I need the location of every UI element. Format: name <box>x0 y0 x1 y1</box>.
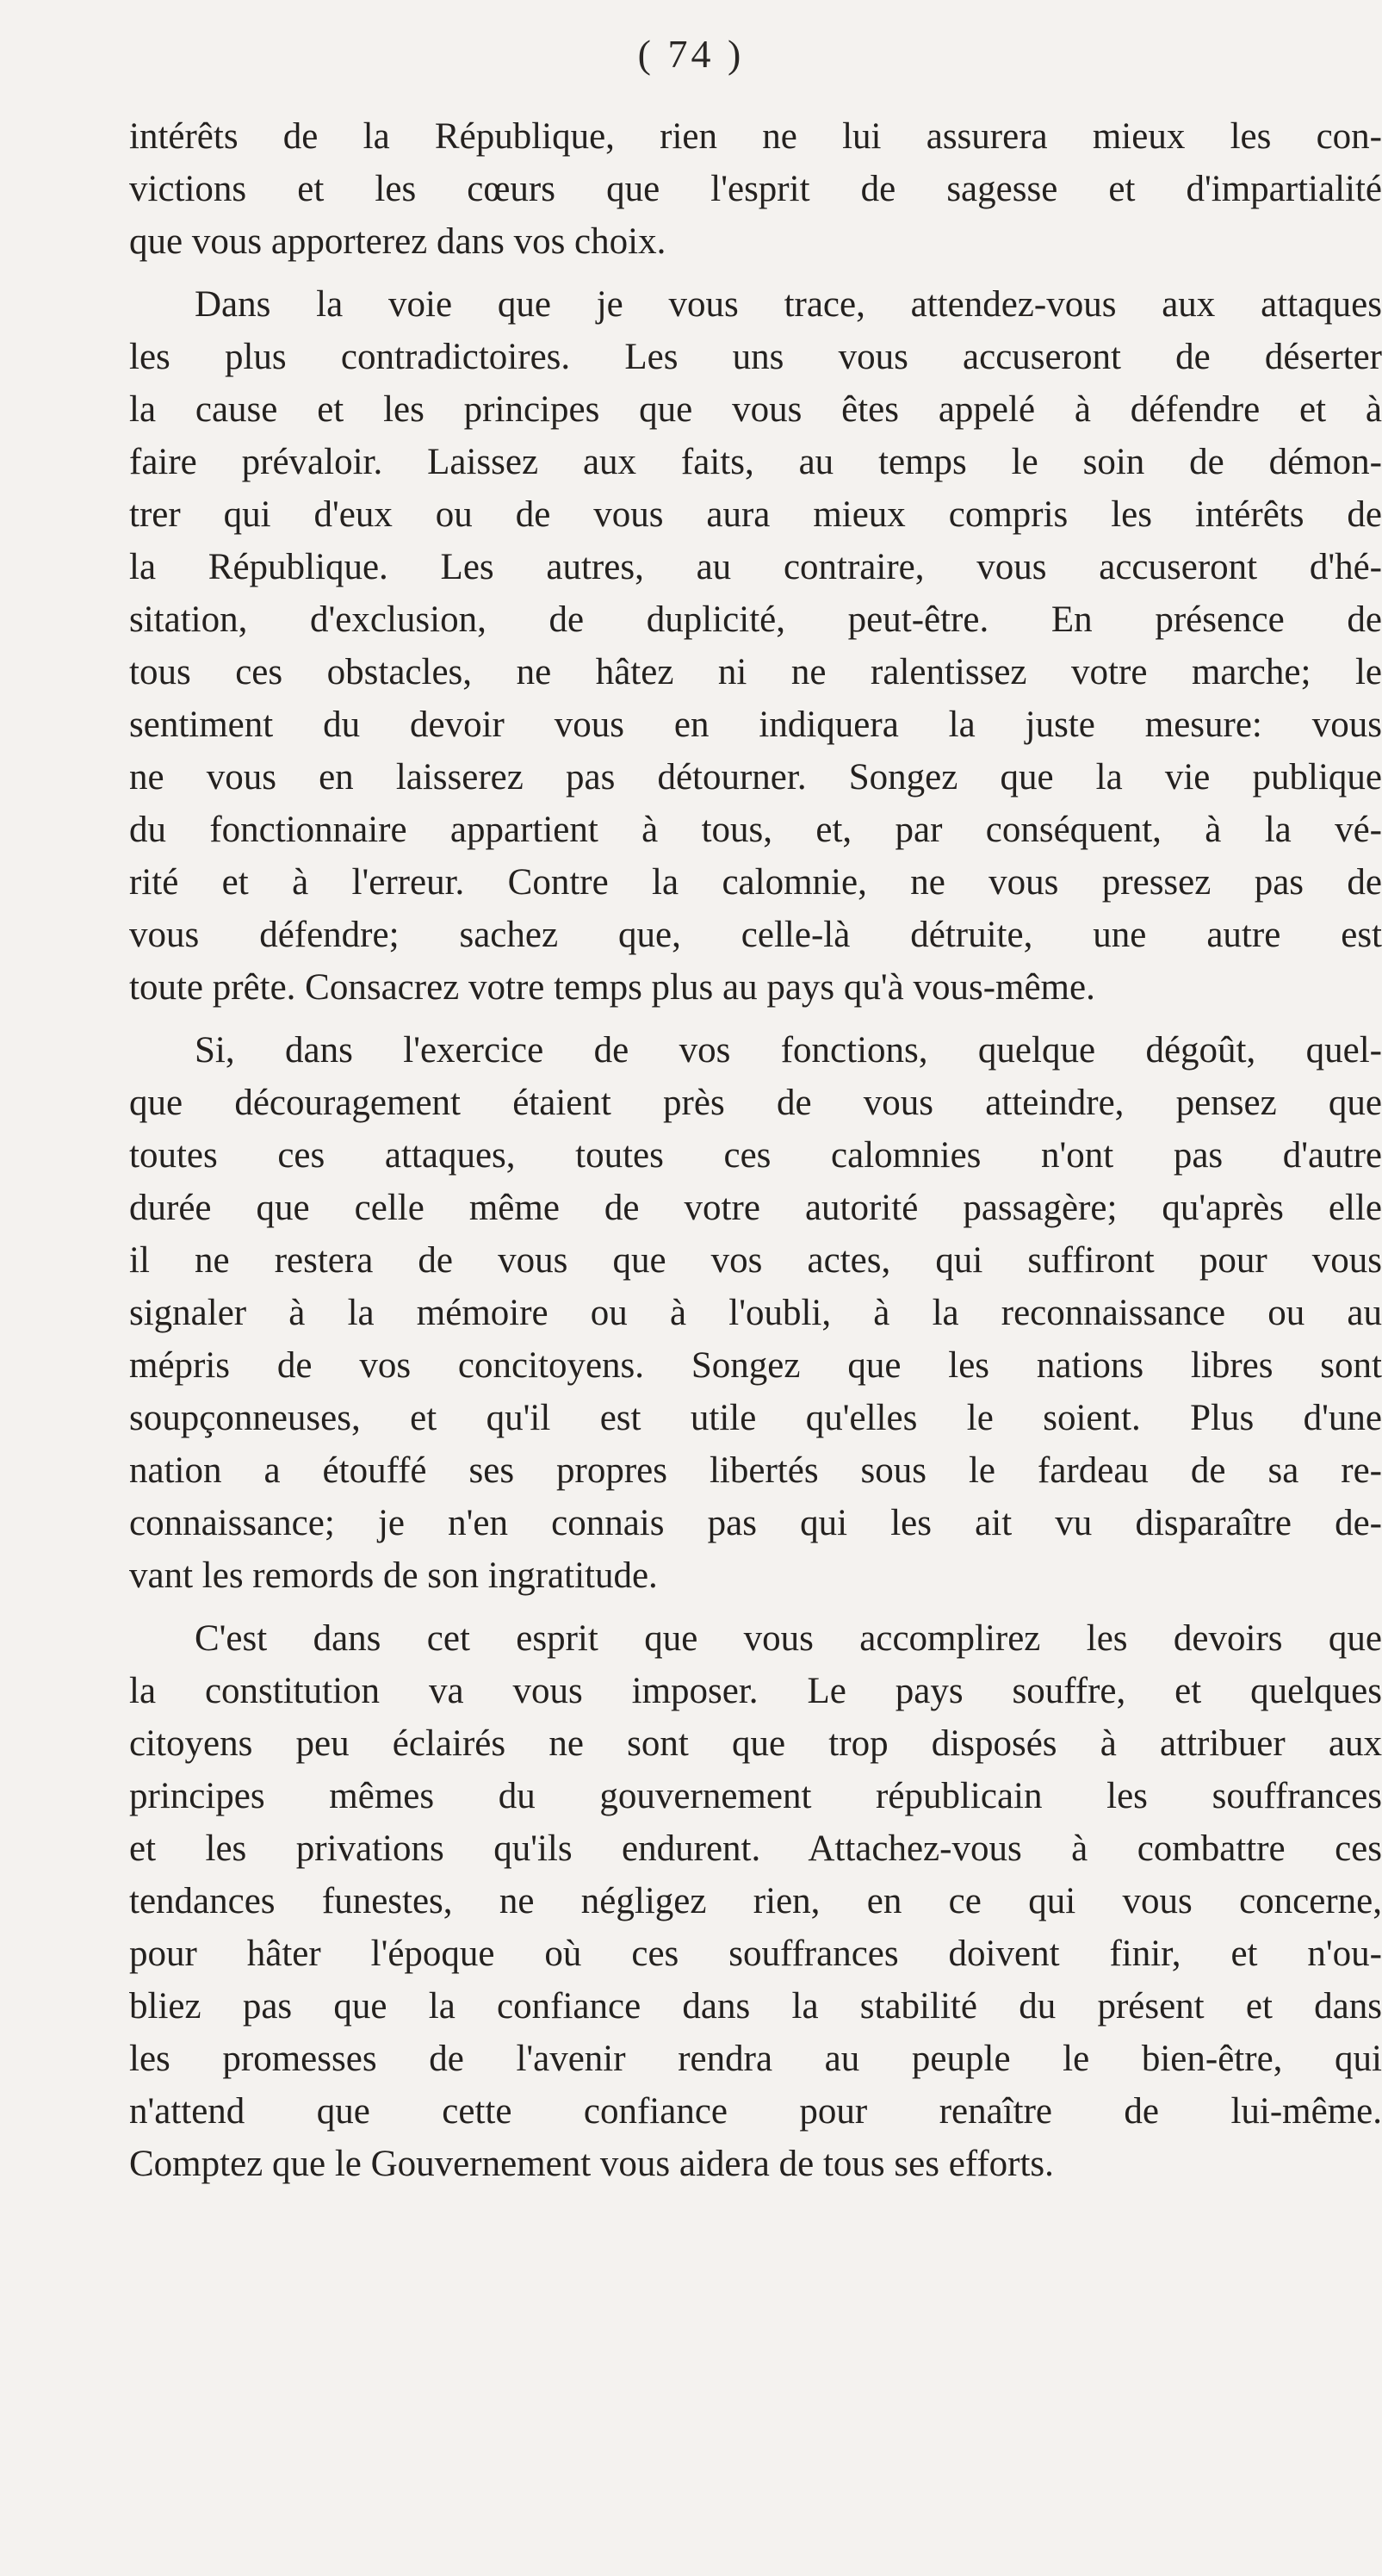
text-line: du fonctionnaire appartient à tous, et, par conséquent, à la vé- <box>129 810 1382 850</box>
text-line: la constitution va vous imposer. Le pays souffre, et quelques <box>129 1671 1382 1711</box>
text-line: pour hâter l'époque où ces souffrances doivent finir, et n'ou- <box>129 1934 1382 1974</box>
text-line: Si, dans l'exercice de vos fonctions, quelque dégoût, quel- <box>195 1030 1382 1071</box>
text-line: faire prévaloir. Laissez aux faits, au temps le soin de démon- <box>129 442 1382 482</box>
text-line: et les privations qu'ils endurent. Attachez-vous à combattre ces <box>129 1828 1382 1869</box>
text-line: rité et à l'erreur. Contre la calomnie, ne vous pressez pas de <box>129 862 1382 903</box>
paragraph-1 <box>129 110 1382 268</box>
paragraph-gap <box>129 1014 1382 1024</box>
text-line: intérêts de la République, rien ne lui assurera mieux les con- <box>129 116 1382 157</box>
text-line: vous défendre; sachez que, celle-là détruite, une autre est <box>129 915 1382 955</box>
paragraph-gap <box>129 268 1382 278</box>
text-line: les promesses de l'avenir rendra au peuple le bien-être, qui <box>129 2039 1382 2079</box>
page-number: ( 74 ) <box>637 32 745 76</box>
text-line: C'est dans cet esprit que vous accomplirez les devoirs que <box>195 1618 1382 1659</box>
text-line: soupçonneuses, et qu'il est utile qu'elles le soient. Plus d'une <box>129 1398 1382 1438</box>
paragraph-2 <box>129 278 1382 1014</box>
text-line: mépris de vos concitoyens. Songez que les nations libres sont <box>129 1345 1382 1386</box>
text-line: il ne restera de vous que vos actes, qui suffiront pour vous <box>129 1240 1382 1281</box>
text-line: connaissance; je n'en connais pas qui les ait vu disparaître de- <box>129 1503 1382 1543</box>
text-line: toute prête. Consacrez votre temps plus au pays qu'à vous-même. <box>129 967 1095 1008</box>
text-line: nation a étouffé ses propres libertés sous le fardeau de sa re- <box>129 1450 1382 1491</box>
text-line: Comptez que le Gouvernement vous aidera de tous ses efforts. <box>129 2144 1054 2184</box>
paragraph-4 <box>129 1612 1382 2190</box>
text-line: vant les remords de son ingratitude. <box>129 1555 658 1596</box>
text-line: principes mêmes du gouvernement républicain les souffrances <box>129 1776 1382 1816</box>
text-line: durée que celle même de votre autorité passagère; qu'après elle <box>129 1188 1382 1228</box>
text-line: tendances funestes, ne négligez rien, en ce qui vous concerne, <box>129 1881 1382 1921</box>
paragraph-3 <box>129 1024 1382 1602</box>
text-line: les plus contradictoires. Les uns vous accuseront de déserter <box>129 337 1382 377</box>
body-text <box>129 110 1382 2190</box>
text-line: toutes ces attaques, toutes ces calomnies n'ont pas d'autre <box>129 1135 1382 1176</box>
text-line: sentiment du devoir vous en indiquera la juste mesure: vous <box>129 705 1382 745</box>
text-line: sitation, d'exclusion, de duplicité, peut-être. En présence de <box>129 599 1382 640</box>
text-line: signaler à la mémoire ou à l'oubli, à la reconnaissance ou au <box>129 1293 1382 1333</box>
text-line: la République. Les autres, au contraire, vous accuseront d'hé- <box>129 547 1382 587</box>
text-line: la cause et les principes que vous êtes appelé à défendre et à <box>129 389 1382 430</box>
text-line: que découragement étaient près de vous atteindre, pensez que <box>129 1083 1382 1123</box>
text-line: Dans la voie que je vous trace, attendez-vous aux attaques <box>195 284 1382 325</box>
text-line: n'attend que cette confiance pour renaître de lui-même. <box>129 2091 1382 2132</box>
text-line: citoyens peu éclairés ne sont que trop disposés à attribuer aux <box>129 1723 1382 1764</box>
text-line: bliez pas que la confiance dans la stabilité du présent et dans <box>129 1986 1382 2027</box>
text-line: que vous apporterez dans vos choix. <box>129 221 666 262</box>
text-line: ne vous en laisserez pas détourner. Songez que la vie publique <box>129 757 1382 798</box>
paragraph-gap <box>129 1602 1382 1612</box>
text-line: victions et les cœurs que l'esprit de sagesse et d'impartialité <box>129 169 1382 209</box>
text-line: trer qui d'eux ou de vous aura mieux compris les intérêts de <box>129 494 1382 535</box>
text-line: tous ces obstacles, ne hâtez ni ne ralentissez votre marche; le <box>129 652 1382 692</box>
